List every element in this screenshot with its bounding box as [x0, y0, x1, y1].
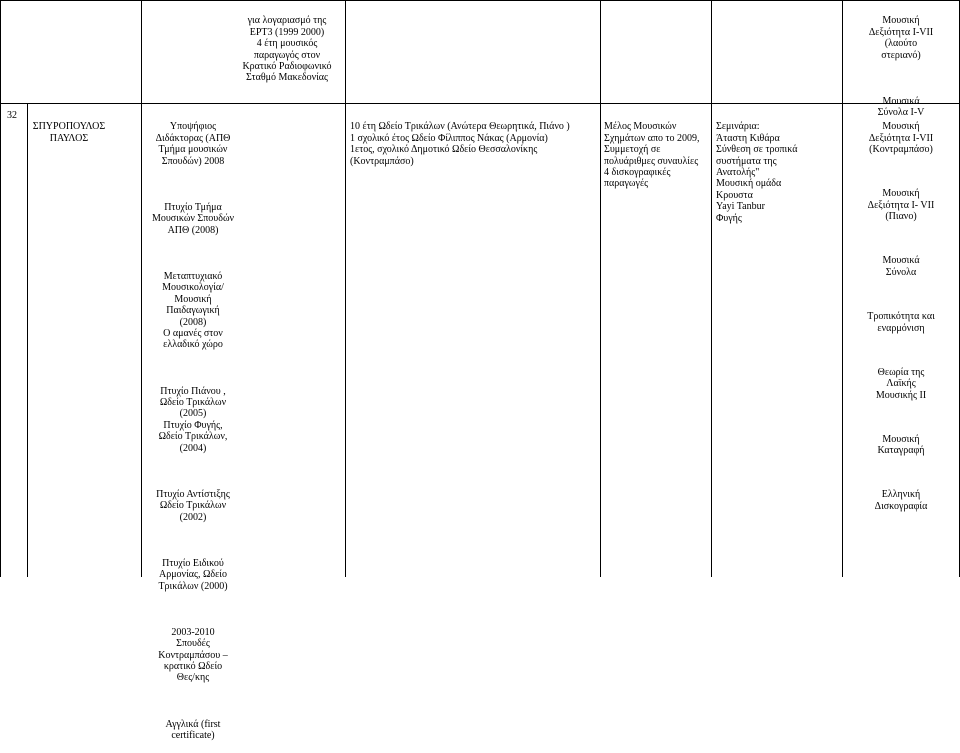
- courses-group-1: [846, 121, 956, 155]
- studies-group-7: [143, 627, 243, 684]
- text-line: 2003-2010: [171, 626, 215, 638]
- text-line: ελλαδικό χώρο: [163, 339, 223, 351]
- text-line: ΠΑΥΛΟΣ: [49, 132, 89, 144]
- text-line: Δισκογραφία: [874, 500, 928, 512]
- text-line: Ανατολής": [716, 167, 760, 179]
- text-line: Άταστη Κιθάρα: [716, 132, 780, 144]
- text-line: (2002): [179, 511, 207, 523]
- text-line: (Πιανο): [885, 211, 917, 223]
- text-line: για λογαριασμό της: [247, 15, 327, 27]
- courses-group-6: [846, 434, 956, 457]
- text-line: Υποψήφιος: [169, 121, 217, 133]
- text-line: Μουσική: [174, 293, 212, 305]
- column-divider-name: [141, 0, 142, 577]
- text-line: Σεμινάρια:: [716, 121, 760, 133]
- text-line: κρατικό Ωδείο: [163, 661, 223, 673]
- studies-group-3: [143, 271, 243, 351]
- faculty-name: [29, 110, 109, 156]
- text-line: Θεωρία της: [877, 366, 925, 378]
- text-line: παραγωγός στον: [253, 49, 321, 61]
- row-number: 32: [7, 110, 17, 121]
- row-divider: [0, 103, 960, 104]
- column-divider-number: [27, 103, 28, 577]
- courses-cell: [846, 110, 956, 524]
- text-line: Μουσική: [882, 15, 920, 27]
- text-line: Ο αμανές στον: [163, 327, 223, 339]
- text-line: Διδάκτορας (ΑΠΘ: [155, 132, 231, 144]
- text-line: Μέλος Μουσικών: [604, 121, 677, 133]
- text-line: στεριανό): [881, 49, 921, 61]
- text-line: Σύνολα: [885, 266, 917, 278]
- text-line: Αρμονίας, Ωδείο: [158, 569, 228, 581]
- text-line: Πτυχίο Αντίστιξης: [156, 488, 230, 500]
- text-line: Μουσική: [882, 433, 920, 445]
- column-divider-seminars: [842, 0, 843, 577]
- text-line: certificate): [171, 730, 215, 742]
- column-divider-studies: [345, 0, 346, 577]
- column-divider-artistic: [711, 0, 712, 577]
- text-line: Συμμετοχή σε: [604, 144, 661, 156]
- text-line: (Κοντραμπάσο): [350, 155, 414, 167]
- text-line: Σπουδών) 2008: [161, 155, 225, 167]
- text-line: πολυάριθμες συναυλίες: [604, 155, 699, 167]
- courses-group-2: [846, 188, 956, 222]
- studies-group-4: [143, 386, 243, 454]
- top-courses-group-1: [846, 15, 956, 61]
- text-line: Παιδαγωγική: [166, 305, 220, 317]
- text-line: Καταγραφή: [877, 445, 925, 457]
- text-line: ΑΠΘ (2008): [167, 224, 219, 236]
- text-line: Τμήμα μουσικών: [158, 144, 228, 156]
- text-line: 1 σχολικό έτος Ωδείο Φίλιππος Νάκας (Αρμονία): [350, 132, 548, 144]
- text-line: Yayi Tanbur: [716, 201, 765, 213]
- text-line: Δεξιότητα I-VII: [868, 26, 934, 38]
- courses-group-5: [846, 367, 956, 401]
- text-line: συστήματα της: [716, 155, 777, 167]
- text-line: Πτυχίο Φυγής,: [163, 419, 223, 431]
- text-line: ΣΠΥΡΟΠΟΥΛΟΣ: [32, 121, 106, 133]
- text-line: Σπουδές: [176, 638, 210, 650]
- text-line: Μουσική: [882, 188, 920, 200]
- studies-group-1: [143, 121, 243, 167]
- text-line: Θες/κης: [176, 672, 210, 684]
- teaching-experience-lines: [350, 121, 598, 167]
- teaching-experience-cell: [350, 110, 598, 178]
- text-line: Πτυχίο Ειδικού: [162, 557, 224, 569]
- studies-group-5: [143, 489, 243, 523]
- text-line: Μουσική ομάδα: [716, 178, 782, 190]
- text-line: 4 έτη μουσικός: [256, 38, 318, 50]
- text-line: (λαούτο: [884, 38, 918, 50]
- studies-group-6: [143, 558, 243, 592]
- text-line: Μουσικά: [882, 95, 920, 107]
- text-line: 4 δισκογραφικές: [604, 167, 671, 179]
- text-line: Ωδείο Τρικάλων: [159, 500, 227, 512]
- faculty-name-lines: [29, 121, 109, 144]
- top-education-lines: [235, 15, 339, 83]
- courses-group-7: [846, 489, 956, 512]
- artistic-work-lines: [604, 121, 710, 189]
- column-divider-teaching: [600, 0, 601, 577]
- text-line: παραγωγές: [604, 178, 649, 190]
- text-line: Πτυχίο Τμήμα: [164, 201, 222, 213]
- text-line: Ωδείο Τρικάλων: [159, 396, 227, 408]
- courses-group-3: [846, 255, 956, 278]
- studies-group-2: [143, 202, 243, 236]
- text-line: (2008): [179, 316, 207, 328]
- text-line: Ωδείο Τρικάλων,: [158, 431, 228, 443]
- text-line: Σχημάτων απο το 2009,: [604, 132, 700, 144]
- text-line: Σύνθεση σε τροπικά: [716, 144, 798, 156]
- text-line: Λαϊκής: [886, 378, 916, 390]
- text-line: 10 έτη Ωδείο Τρικάλων (Ανώτερα Θεωρητικά, Πιάνο ): [350, 121, 570, 133]
- courses-group-4: [846, 311, 956, 334]
- text-line: ΕΡΤ3 (1999 2000): [249, 26, 325, 38]
- text-line: Σύνολα I-V: [877, 107, 925, 119]
- text-line: Φυγής: [716, 212, 742, 224]
- text-line: (Κοντραμπάσο): [869, 144, 933, 156]
- text-line: Τροπικότητα και: [867, 311, 935, 323]
- text-line: Κοντραμπάσου –: [158, 649, 228, 661]
- text-line: (2005): [179, 408, 207, 420]
- text-line: Μουσικής ΙΙ: [875, 389, 927, 401]
- text-line: Τρικάλων (2000): [158, 580, 228, 592]
- text-line: Μουσική: [882, 121, 920, 133]
- text-line: Μουσικά: [882, 255, 920, 267]
- column-divider-left-edge: [0, 0, 1, 577]
- text-line: Ελληνική: [881, 489, 921, 501]
- seminars-lines: [716, 121, 840, 224]
- top-education-cell: [235, 4, 339, 95]
- text-line: Σταθμό Μακεδονίας: [245, 72, 329, 84]
- text-line: Δεξιότητα I-VII: [868, 132, 934, 144]
- text-line: Μουσικών Σπουδών: [151, 213, 235, 225]
- text-line: Μεταπτυχιακό: [163, 270, 223, 282]
- artistic-work-cell: [604, 110, 710, 201]
- studies-group-8: [143, 719, 243, 742]
- text-line: (2004): [179, 442, 207, 454]
- text-line: Πτυχίο Πιάνου ,: [160, 385, 226, 397]
- studies-cell: [143, 110, 243, 753]
- text-line: 1ετος, σχολικό Δημοτικό Ωδείο Θεσσαλονίκης: [350, 144, 538, 156]
- text-line: Κρουστα: [716, 189, 753, 201]
- text-line: Μουσικολογία/: [162, 282, 224, 294]
- text-line: Κρατικό Ραδιοφωνικό: [242, 61, 332, 73]
- text-line: Αγγλικά (first: [165, 718, 221, 730]
- seminars-cell: [716, 110, 840, 235]
- text-line: Δεξιότητα I- VII: [867, 199, 935, 211]
- row-divider-top: [0, 0, 960, 1]
- text-line: εναρμόνιση: [877, 322, 925, 334]
